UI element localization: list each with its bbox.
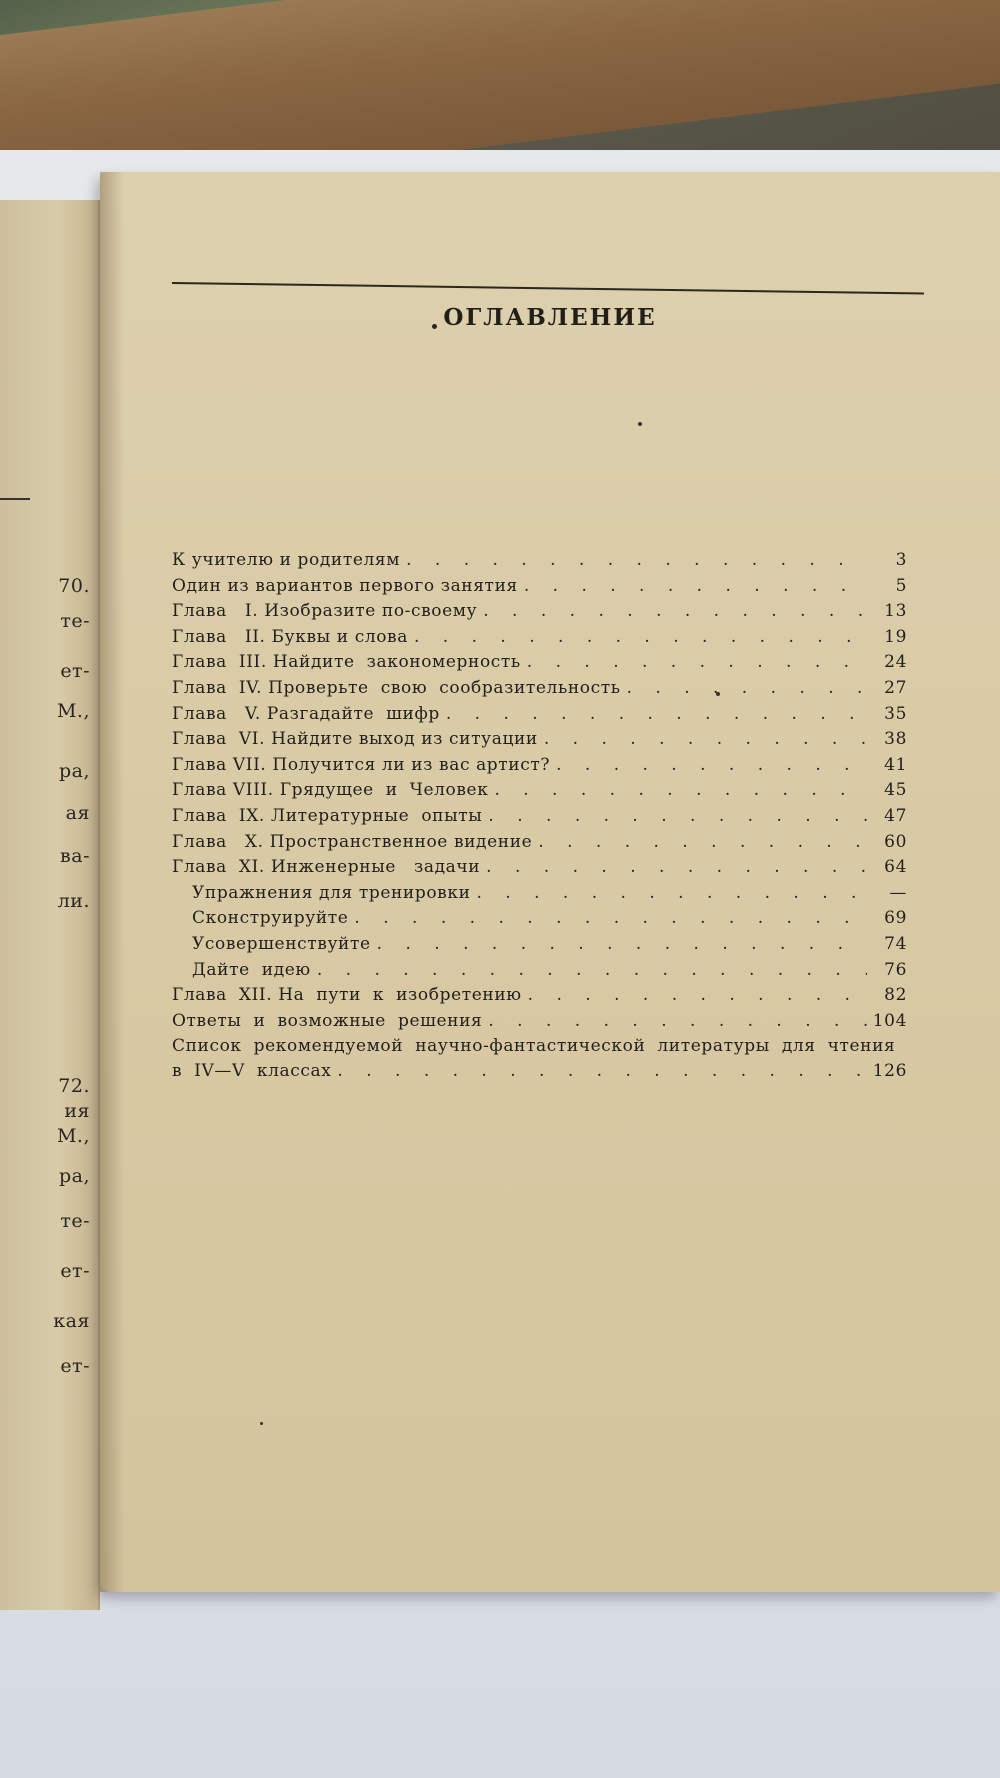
toc-page-number: 45 — [884, 780, 907, 801]
toc-leader-dots — [486, 857, 867, 877]
toc-page-number: 126 — [872, 1061, 907, 1082]
toc-entry-line — [172, 1036, 907, 1061]
toc-entry-label: Глава III. Найдите закономерность — [172, 652, 521, 673]
toc-page-number: 60 — [884, 831, 907, 852]
toc-page-number: 41 — [884, 754, 907, 775]
spine-shadow — [100, 172, 124, 1592]
toc-page-number: — — [889, 882, 907, 903]
toc-entry-label: Глава IX. Литературные опыты — [172, 805, 483, 826]
toc-entry — [172, 652, 907, 678]
toc-entry-label: Упражнения для тренировки — [192, 882, 471, 903]
toc-entry — [172, 576, 907, 602]
toc-entry-label: в IV—V классах — [172, 1061, 332, 1082]
toc-leader-dots — [627, 678, 867, 698]
toc-page-number: 38 — [884, 729, 907, 750]
toc-entry — [172, 857, 907, 883]
toc-entry — [172, 550, 907, 576]
toc-page-number: 82 — [884, 985, 907, 1006]
toc-leader-dots — [446, 704, 867, 724]
toc-leader-dots — [337, 1061, 866, 1081]
toc-entry-label: Список рекомендуемой научно-фантастической литературы для чтения — [172, 1036, 896, 1057]
left-page-fragment: ет- — [60, 660, 90, 682]
left-page-fragment: ва- — [60, 845, 90, 867]
toc-entry — [172, 806, 907, 832]
left-page-rule — [0, 498, 30, 500]
toc-entry-label: Ответы и возможные решения — [172, 1010, 483, 1031]
toc-entry — [172, 627, 907, 653]
page-title: ОГЛАВЛЕНИЕ — [443, 304, 657, 331]
toc-entry-label: Глава I. Изобразите по-своему — [172, 601, 478, 622]
left-page-fragment: кая — [53, 1310, 90, 1332]
toc-leader-dots — [528, 985, 867, 1005]
toc-entry-label: Глава II. Буквы и слова — [172, 626, 408, 647]
toc-leader-dots — [317, 960, 867, 980]
toc-entry-label: Глава XI. Инженерные задачи — [172, 857, 481, 878]
toc-page-number: 13 — [884, 601, 907, 622]
toc-entry — [172, 832, 907, 858]
toc-entry-label: К учителю и родителям — [172, 550, 401, 570]
toc-entry-label: Дайте идею — [192, 959, 311, 980]
toc-entry — [172, 755, 907, 781]
toc-page-number: 104 — [872, 1010, 907, 1031]
left-page-fragment: М., — [56, 1125, 90, 1147]
left-page-fragment: 72. — [58, 1075, 90, 1097]
toc-entry — [172, 960, 907, 986]
toc-leader-dots — [538, 832, 867, 852]
toc-leader-dots — [488, 806, 867, 826]
toc-entry — [172, 678, 907, 704]
toc-leader-dots — [544, 729, 867, 749]
toc-leader-dots — [494, 780, 867, 800]
toc-entry-label: Глава XII. На пути к изобретению — [172, 985, 522, 1006]
toc-entry — [172, 729, 907, 755]
left-page-fragment: ая — [65, 802, 90, 824]
toc-page-number: 35 — [884, 703, 907, 724]
toc-leader-dots — [483, 601, 867, 621]
toc-entry — [172, 1061, 907, 1087]
toc-entry-label: Глава VII. Получится ли из вас артист? — [172, 754, 551, 775]
toc-entry — [172, 883, 907, 909]
toc-entry — [172, 601, 907, 627]
toc-entry — [172, 934, 907, 960]
toc-entry-label: Сконструируйте — [192, 908, 349, 929]
toc-leader-dots — [477, 883, 868, 903]
toc-leader-dots — [406, 550, 867, 570]
toc-page-number: 24 — [884, 652, 907, 673]
toc-entry-label: Глава VIII. Грядущее и Человек — [172, 780, 489, 801]
toc-entry-label: Глава VI. Найдите выход из ситуации — [172, 729, 538, 750]
toc-page-number: 47 — [884, 805, 907, 826]
contents-page — [100, 172, 1000, 1592]
toc-page-number: 27 — [884, 677, 907, 698]
page-speck — [638, 422, 642, 426]
toc-entry-label: Глава V. Разгадайте шифр — [172, 703, 440, 724]
toc-leader-dots — [414, 627, 867, 647]
table-of-contents — [172, 550, 907, 1087]
toc-page-number: 19 — [884, 626, 907, 647]
left-page-fragment: те- — [60, 610, 90, 632]
left-page-fragment: ет- — [60, 1260, 90, 1282]
page-speck — [260, 1422, 263, 1425]
toc-page-number: 64 — [884, 857, 907, 878]
header-rule — [172, 282, 924, 294]
toc-page-number: 5 — [895, 575, 907, 596]
left-page-fragment: ет- — [60, 1355, 90, 1377]
toc-page-number: 3 — [895, 550, 907, 570]
toc-entry-label: Глава X. Пространственное видение — [172, 831, 533, 852]
toc-entry — [172, 985, 907, 1011]
toc-entry — [172, 908, 907, 934]
toc-page-number: 76 — [884, 959, 907, 980]
toc-entry-label: Усовершенствуйте — [192, 933, 371, 954]
left-page-fragment: ли. — [57, 890, 90, 912]
toc-entry — [172, 780, 907, 806]
left-page-edge — [0, 200, 100, 1610]
toc-leader-dots — [524, 576, 867, 596]
toc-entry — [172, 704, 907, 730]
left-page-fragment: ра, — [58, 760, 90, 782]
toc-page-number: 74 — [884, 933, 907, 954]
toc-page-number: 69 — [884, 908, 907, 929]
left-page-fragment: ра, — [58, 1165, 90, 1187]
toc-leader-dots — [556, 755, 867, 775]
left-page-fragment: 70. — [58, 575, 90, 597]
toc-leader-dots — [377, 934, 867, 954]
toc-leader-dots — [354, 908, 867, 928]
toc-leader-dots — [527, 652, 867, 672]
toc-entry — [172, 1011, 907, 1037]
left-page-fragment: те- — [60, 1210, 90, 1232]
toc-entry-label: Глава IV. Проверьте свою сообразительность — [172, 677, 621, 698]
left-page-fragment: ия — [64, 1100, 90, 1122]
toc-leader-dots — [488, 1011, 866, 1031]
left-page-fragment: М., — [56, 700, 90, 722]
toc-entry-label: Один из вариантов первого занятия — [172, 575, 518, 596]
